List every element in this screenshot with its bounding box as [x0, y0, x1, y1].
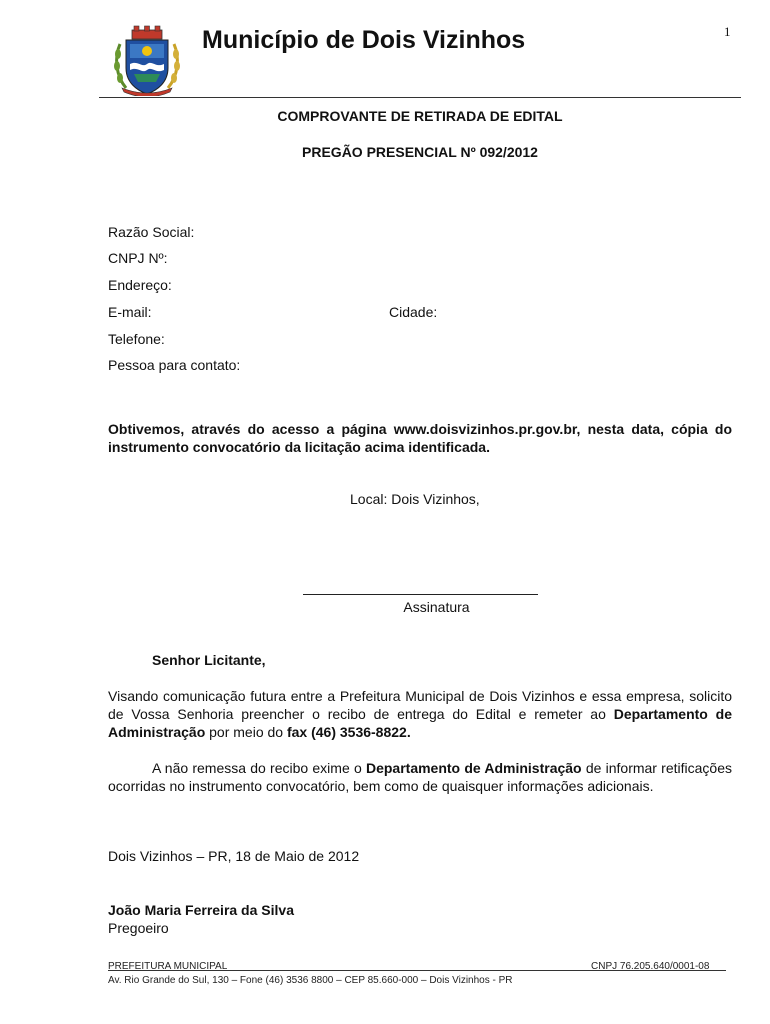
footer-organization: PREFEITURA MUNICIPAL: [108, 961, 228, 972]
signer-name: João Maria Ferreira da Silva: [108, 902, 294, 918]
field-razao-social: Razão Social:: [108, 224, 195, 240]
tender-number: PREGÃO PRESENCIAL Nº 092/2012: [302, 144, 538, 160]
field-endereco: Endereço:: [108, 277, 172, 293]
field-telefone: Telefone:: [108, 331, 165, 347]
paragraph-text: A não remessa do recibo exime o: [152, 760, 366, 776]
document-title: COMPROVANTE DE RETIRADA DE EDITAL: [277, 108, 563, 124]
footer-divider: [108, 970, 726, 971]
signature-line: [303, 594, 538, 595]
department-name: Departamento de Administração: [365, 760, 582, 776]
paragraph-communication: [108, 687, 732, 741]
date-line: Dois Vizinhos – PR, 18 de Maio de 2012: [108, 848, 360, 864]
footer-cnpj: CNPJ 76.205.640/0001-08: [591, 961, 710, 972]
paragraph-text: por meio do: [205, 724, 287, 740]
salutation: Senhor Licitante,: [152, 652, 266, 668]
access-statement: Obtivemos, através do acesso a página www.doisvizinhos.pr.gov.br, nesta data, cópia do instrumento convocatório da licitação acima identificada.: [108, 421, 732, 455]
paragraph-text: de informar retificações ocorridas no instrumento convocatório, bem como de quaisquer informações adicionais.: [108, 760, 732, 794]
municipality-title: Município de Dois Vizinhos: [202, 26, 526, 54]
page-number: 1: [724, 24, 731, 39]
signature-label: Assinatura: [403, 599, 470, 615]
header-divider: [99, 97, 741, 98]
field-cidade: Cidade:: [389, 304, 438, 320]
field-cnpj: CNPJ Nº:: [108, 250, 168, 266]
field-email: E-mail:: [108, 304, 152, 320]
footer-address: Av. Rio Grande do Sul, 130 – Fone (46) 3536 8800 – CEP 85.660-000 – Dois Vizinhos - PR: [108, 975, 513, 986]
municipal-coat-of-arms-icon: [112, 24, 182, 96]
department-name: Departamento de Administração: [108, 706, 732, 740]
paragraph-text: Visando comunicação futura entre a Prefeitura Municipal de Dois Vizinhos e essa empresa, solicito de Vossa Senhoria preencher o recibo de entrega do Edital e remeter ao: [108, 688, 732, 722]
signer-role: Pregoeiro: [108, 920, 169, 936]
local-line: Local: Dois Vizinhos,: [350, 491, 480, 507]
paragraph-non-delivery: [108, 759, 732, 795]
fax-number: fax (46) 3536-8822.: [286, 724, 411, 740]
field-pessoa-contato: Pessoa para contato:: [108, 357, 241, 373]
